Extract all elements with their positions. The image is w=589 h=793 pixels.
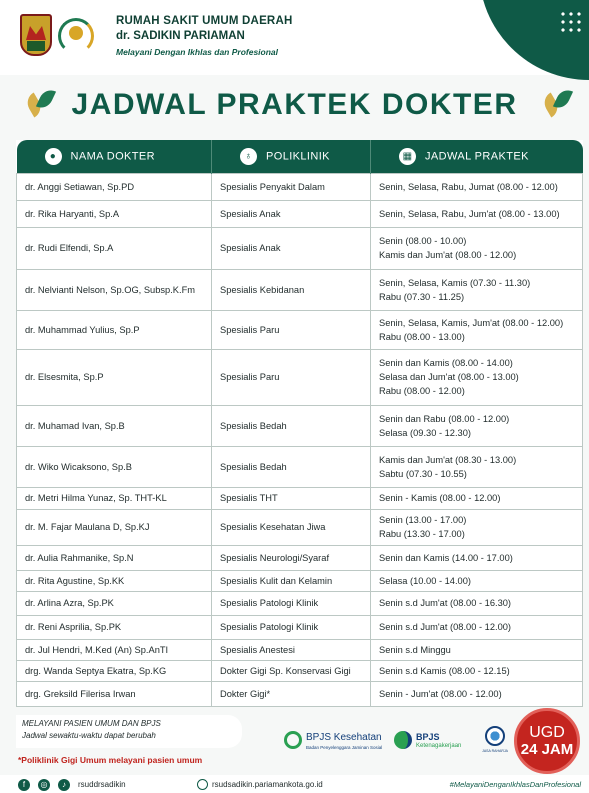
hospital-name <box>116 15 292 57</box>
social-handle: rsuddrsadikin <box>78 780 126 789</box>
table-row <box>17 405 583 446</box>
hospital-line2: dr. SADIKIN PARIAMAN <box>116 30 245 42</box>
clinic-name: Spesialis Neurologi/Syaraf <box>212 545 371 570</box>
hospital-tagline: Melayani Dengan Ikhlas dan Profesional <box>116 47 279 57</box>
clinic-name: Spesialis Kesehatan Jiwa <box>212 509 371 545</box>
service-note-line1: MELAYANI PASIEN UMUM DAN BPJS <box>22 719 161 728</box>
person-icon: ● <box>45 148 62 165</box>
clinic-name: Spesialis Kulit dan Kelamin <box>212 570 371 591</box>
table-row <box>17 570 583 591</box>
jasa-raharja-icon <box>485 726 505 746</box>
doctor-name: dr. Metri Hilma Yunaz, Sp. THT-KL <box>17 487 212 509</box>
dots-decoration <box>559 10 583 34</box>
doctor-name: dr. Muhammad Yulius, Sp.P <box>17 310 212 349</box>
table-row <box>17 681 583 706</box>
column-header-0 <box>17 140 212 173</box>
schedule-cell <box>371 227 583 269</box>
schedule-cell <box>371 570 583 591</box>
clinic-name: Spesialis Anak <box>212 227 371 269</box>
clinic-name: Spesialis Patologi Klinik <box>212 615 371 639</box>
schedule-line: Senin - Kamis (08.00 - 12.00) <box>379 493 501 503</box>
schedule-line: Senin dan Rabu (08.00 - 12.00) <box>379 413 510 424</box>
schedule-line: Sabtu (07.30 - 10.55) <box>379 468 467 479</box>
schedule-cell <box>371 269 583 310</box>
schedule-line: Kamis dan Jum'at (08.30 - 13.00) <box>379 454 517 465</box>
table-row <box>17 615 583 639</box>
clinic-name: Spesialis Paru <box>212 349 371 405</box>
clinic-name: Spesialis Penyakit Dalam <box>212 173 371 200</box>
table-row <box>17 660 583 681</box>
doctor-name: dr. Elsesmita, Sp.P <box>17 349 212 405</box>
table-row <box>17 591 583 615</box>
schedule-line: Senin dan Kamis (08.00 - 14.00) <box>379 358 513 368</box>
schedule-line: Senin s.d Jum'at (08.00 - 16.30) <box>379 598 512 608</box>
tiktok-icon[interactable]: ♪ <box>58 779 70 791</box>
facebook-icon[interactable]: f <box>18 779 30 791</box>
clinic-name: Spesialis Patologi Klinik <box>212 591 371 615</box>
schedule-line: Senin (08.00 - 10.00) <box>379 236 467 246</box>
schedule-line: Kamis dan Jum'at (08.00 - 12.00) <box>379 250 517 260</box>
page-title: JADWAL PRAKTEK DOKTER <box>71 88 518 121</box>
clinic-name: Spesialis Bedah <box>212 405 371 446</box>
schedule-line: Rabu (08.00 - 13.00) <box>379 331 465 342</box>
doctor-name: dr. Wiko Wicaksono, Sp.B <box>17 446 212 487</box>
schedule-cell <box>371 349 583 405</box>
doctor-name: dr. Muhamad Ivan, Sp.B <box>17 405 212 446</box>
schedule-line: Senin dan Kamis (14.00 - 17.00) <box>379 552 513 563</box>
calendar-icon: ▦ <box>399 148 416 165</box>
table-row <box>17 269 583 310</box>
service-note <box>16 715 242 748</box>
doctor-name: dr. Rika Haryanti, Sp.A <box>17 200 212 227</box>
column-header-label: JADWAL PRAKTEK <box>425 150 529 163</box>
schedule-cell <box>371 446 583 487</box>
hashtag: #MelayaniDenganIkhlasDanProfesional <box>449 780 581 789</box>
schedule-cell <box>371 405 583 446</box>
leaf-right-icon <box>543 86 571 120</box>
schedule-cell <box>371 487 583 509</box>
clinic-name: Spesialis THT <box>212 487 371 509</box>
schedule-line: Senin, Selasa, Kamis, Jum'at (08.00 - 12.00) <box>379 317 564 328</box>
table-row <box>17 200 583 227</box>
doctor-name: dr. Reni Asprilia, Sp.PK <box>17 615 212 639</box>
globe-icon <box>197 779 208 790</box>
doctor-name: drg. Greksild Filerisa Irwan <box>17 681 212 706</box>
bpjs-ketenagakerjaan-icon <box>394 731 412 749</box>
schedule-line: Senin, Selasa, Kamis (07.30 - 11.30) <box>379 277 531 288</box>
schedule-cell <box>371 591 583 615</box>
schedule-line: Rabu (13.30 - 17.00) <box>379 529 465 539</box>
table-row <box>17 446 583 487</box>
schedule-line: Senin (13.00 - 17.00) <box>379 515 467 525</box>
schedule-line: Senin - Jum'at (08.00 - 12.00) <box>379 688 502 699</box>
schedule-line: Senin s.d Jum'at (08.00 - 12.00) <box>379 622 512 632</box>
schedule-cell <box>371 310 583 349</box>
clinic-name: Spesialis Kebidanan <box>212 269 371 310</box>
doctor-name: dr. Nelvianti Nelson, Sp.OG, Subsp.K.Fm <box>17 269 212 310</box>
schedule-cell <box>371 173 583 200</box>
doctor-name: dr. Rita Agustine, Sp.KK <box>17 570 212 591</box>
schedule-cell <box>371 545 583 570</box>
ugd-badge: UGD 24 JAM <box>514 708 580 774</box>
clinic-name: Spesialis Paru <box>212 310 371 349</box>
table-row <box>17 509 583 545</box>
bpjs-kesehatan-logo: BPJS Kesehatan Badan Penyelenggara Jaminan Sosial <box>284 729 384 755</box>
doctor-name: dr. Arlina Azra, Sp.PK <box>17 591 212 615</box>
schedule-table <box>16 140 583 707</box>
clinic-name: Dokter Gigi Sp. Konservasi Gigi <box>212 660 371 681</box>
website-link[interactable]: rsudsadikin.pariamankota.go.id <box>212 780 323 789</box>
clinic-name: Spesialis Anak <box>212 200 371 227</box>
doctor-name: drg. Wanda Septya Ekatra, Sp.KG <box>17 660 212 681</box>
schedule-cell <box>371 681 583 706</box>
hospital-logo <box>56 16 100 56</box>
schedule-cell <box>371 509 583 545</box>
schedule-line: Senin s.d Minggu <box>379 644 451 655</box>
column-header-label: POLIKLINIK <box>266 150 330 163</box>
clinic-name: Spesialis Anestesi <box>212 639 371 660</box>
service-note-line2: Jadwal sewaktu-waktu dapat berubah <box>22 731 156 740</box>
table-row <box>17 310 583 349</box>
table-row <box>17 227 583 269</box>
bpjs-kesehatan-icon <box>284 731 302 749</box>
jasa-raharja-logo: JASA RAHARJA <box>478 726 512 758</box>
schedule-cell <box>371 639 583 660</box>
schedule-line: Senin, Selasa, Rabu, Jum'at (08.00 - 13.00) <box>379 208 560 219</box>
schedule-line: Rabu (07.30 - 11.25) <box>379 291 465 302</box>
table-row <box>17 487 583 509</box>
doctor-name: dr. Rudi Elfendi, Sp.A <box>17 227 212 269</box>
doctor-name: dr. Aulia Rahmanike, Sp.N <box>17 545 212 570</box>
schedule-cell <box>371 200 583 227</box>
table-row <box>17 349 583 405</box>
column-header-2 <box>371 140 583 173</box>
table-row <box>17 545 583 570</box>
instagram-icon[interactable]: ◎ <box>38 779 50 791</box>
column-header-label: NAMA DOKTER <box>70 150 155 163</box>
doctor-name: dr. Anggi Setiawan, Sp.PD <box>17 173 212 200</box>
schedule-cell <box>371 660 583 681</box>
clinic-name: Dokter Gigi* <box>212 681 371 706</box>
dental-note: *Poliklinik Gigi Umum melayani pasien umum <box>18 755 203 765</box>
schedule-line: Selasa (10.00 - 14.00) <box>379 575 471 586</box>
schedule-cell <box>371 615 583 639</box>
city-logo <box>20 14 52 56</box>
table-row <box>17 173 583 200</box>
column-header-1 <box>212 140 371 173</box>
schedule-line: Senin s.d Kamis (08.00 - 12.15) <box>379 665 510 676</box>
schedule-line: Rabu (08.00 - 12.00) <box>379 386 465 396</box>
hospital-line1: RUMAH SAKIT UMUM DAERAH <box>116 15 293 27</box>
doctor-name: dr. M. Fajar Maulana D, Sp.KJ <box>17 509 212 545</box>
doctor-name: dr. Jul Hendri, M.Ked (An) Sp.AnTI <box>17 639 212 660</box>
bpjs-ketenagakerjaan-logo: BPJS Ketenagakerjaan <box>394 729 472 755</box>
stethoscope-icon: ♁ <box>240 148 257 165</box>
schedule-line: Selasa dan Jum'at (08.00 - 13.00) <box>379 372 519 382</box>
table-row <box>17 639 583 660</box>
schedule-line: Selasa (09.30 - 12.30) <box>379 427 471 438</box>
schedule-line: Senin, Selasa, Rabu, Jumat (08.00 - 12.00) <box>379 181 558 192</box>
clinic-name: Spesialis Bedah <box>212 446 371 487</box>
